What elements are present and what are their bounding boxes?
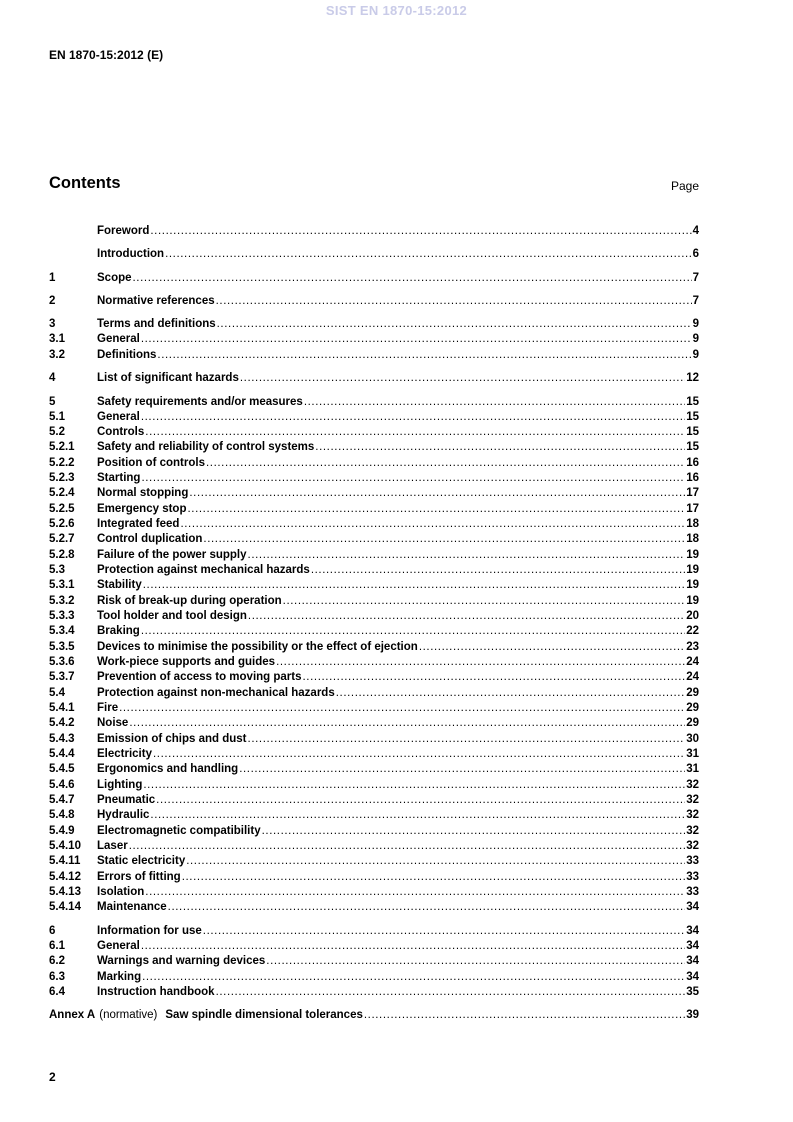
toc-entry[interactable] <box>49 939 699 953</box>
toc-entry-number: 5.2.4 <box>49 487 75 499</box>
toc-entry-number: 3.1 <box>49 333 65 345</box>
toc-entry[interactable] <box>49 395 699 409</box>
toc-entry-number: 6.3 <box>49 971 65 983</box>
toc-leader-dots <box>203 532 685 546</box>
toc-entry-title: Protection against non-mechanical hazards <box>97 687 335 699</box>
toc-entry-page: 17 <box>686 487 699 499</box>
toc-entry-title: Electricity <box>97 748 152 760</box>
toc-entry[interactable] <box>49 594 699 608</box>
toc-entry-page: 19 <box>686 595 699 607</box>
toc-entry[interactable] <box>49 640 699 654</box>
toc-leader-dots <box>189 486 685 500</box>
toc-entry-page: 31 <box>686 748 699 760</box>
toc-entry-page: 19 <box>686 549 699 561</box>
toc-entry-page: 34 <box>686 940 699 952</box>
toc-entry-number: 5.4.10 <box>49 840 81 852</box>
toc-entry-number: 5.2.5 <box>49 503 75 515</box>
toc-entry-page: 24 <box>686 671 699 683</box>
toc-leader-dots <box>303 670 686 684</box>
toc-leader-dots <box>180 517 685 531</box>
toc-entry-title: Hydraulic <box>97 809 150 821</box>
toc-entry[interactable] <box>49 548 699 562</box>
toc-entry[interactable] <box>49 517 699 531</box>
toc-entry-number: 5.3.3 <box>49 610 75 622</box>
toc-entry[interactable] <box>49 247 699 261</box>
toc-entry-title: Instruction handbook <box>97 986 215 998</box>
toc-entry-number: Annex A <box>49 1009 96 1021</box>
toc-entry-page: 16 <box>686 457 699 469</box>
toc-leader-dots <box>248 548 686 562</box>
toc-entry[interactable] <box>49 885 699 899</box>
toc-leader-dots <box>141 332 692 346</box>
toc-entry-number: 5.3.6 <box>49 656 75 668</box>
toc-annex-type: (normative) <box>99 1009 158 1021</box>
toc-entry-number: 5.2.6 <box>49 518 75 530</box>
toc-entry[interactable] <box>49 900 699 914</box>
toc-leader-dots <box>153 747 685 761</box>
toc-leader-dots <box>145 885 685 899</box>
toc-leader-dots <box>311 563 685 577</box>
toc-entry-page: 22 <box>686 625 699 637</box>
toc-entry-title: Work-piece supports and guides <box>97 656 276 668</box>
toc-entry-number: 5.4.6 <box>49 779 75 791</box>
toc-entry-title: Emission of chips and dust <box>97 733 247 745</box>
toc-entry[interactable] <box>49 747 699 761</box>
toc-entry-page: 33 <box>686 855 699 867</box>
toc-entry-page: 34 <box>686 925 699 937</box>
toc-leader-dots <box>364 1008 685 1022</box>
toc-entry-title: Isolation <box>97 886 145 898</box>
toc-entry[interactable] <box>49 532 699 546</box>
toc-entry-page: 32 <box>686 840 699 852</box>
toc-entry[interactable] <box>49 563 699 577</box>
toc-entry-number: 5.4.9 <box>49 825 75 837</box>
toc-entry-title: Devices to minimise the possibility or the effect of ejection <box>97 641 418 653</box>
toc-entry-title: Maintenance <box>97 901 167 913</box>
toc-leader-dots <box>141 410 685 424</box>
toc-leader-dots <box>248 732 686 746</box>
toc-entry-page: 32 <box>686 794 699 806</box>
toc-entry-number: 5.4.14 <box>49 901 81 913</box>
toc-entry-title: Pneumatic <box>97 794 156 806</box>
toc-entry[interactable] <box>49 839 699 853</box>
toc-leader-dots <box>143 578 685 592</box>
toc-entry[interactable] <box>49 701 699 715</box>
toc-leader-dots <box>266 954 685 968</box>
toc-entry-title: Introduction <box>97 248 165 260</box>
toc-leader-dots <box>248 609 685 623</box>
toc-entry-page: 33 <box>686 871 699 883</box>
toc-entry[interactable] <box>49 762 699 776</box>
toc-entry-number: 5.2.8 <box>49 549 75 561</box>
toc-entry-number: 5.2 <box>49 426 65 438</box>
watermark: SIST EN 1870-15:2012 <box>325 3 468 18</box>
toc-entry-page: 7 <box>692 295 699 307</box>
toc-leader-dots <box>216 985 686 999</box>
toc-leader-dots <box>150 224 691 238</box>
toc-entry[interactable] <box>49 410 699 424</box>
toc-entry-title: Stability <box>97 579 142 591</box>
toc-entry-number: 5.3.7 <box>49 671 75 683</box>
toc-entry-page: 15 <box>686 441 699 453</box>
toc-leader-dots <box>165 247 692 261</box>
toc-leader-dots <box>133 271 692 285</box>
toc-entry-number: 5.2.3 <box>49 472 75 484</box>
toc-entry-page: 32 <box>686 779 699 791</box>
toc-entry[interactable] <box>49 808 699 822</box>
contents-heading: Contents <box>49 174 121 192</box>
toc-entry-number: 5.1 <box>49 411 65 423</box>
toc-entry-number: 5.3.2 <box>49 595 75 607</box>
toc-entry[interactable] <box>49 371 699 385</box>
toc-entry-title: Saw spindle dimensional tolerances <box>165 1009 363 1021</box>
toc-entry-title: Emergency stop <box>97 503 187 515</box>
toc-entry-title: Errors of fitting <box>97 871 181 883</box>
toc-entry-number: 5.4.12 <box>49 871 81 883</box>
toc-entry-page: 29 <box>686 702 699 714</box>
toc-entry-page: 18 <box>686 518 699 530</box>
toc-entry[interactable] <box>49 732 699 746</box>
toc-entry[interactable] <box>49 870 699 884</box>
toc-leader-dots <box>142 970 685 984</box>
toc-leader-dots <box>182 870 686 884</box>
toc-entry-page: 20 <box>686 610 699 622</box>
toc-entry-number: 4 <box>49 372 56 384</box>
toc-entry-title: Position of controls <box>97 457 205 469</box>
toc-entry-page: 18 <box>686 533 699 545</box>
toc-entry-page: 19 <box>686 579 699 591</box>
toc-entry-number: 5.4.8 <box>49 809 75 821</box>
toc-entry-title: Static electricity <box>97 855 186 867</box>
toc-entry-number: 5.4.3 <box>49 733 75 745</box>
toc-leader-dots <box>119 701 685 715</box>
toc-entry-title: Laser <box>97 840 128 852</box>
toc-entry-page: 9 <box>692 318 699 330</box>
toc-entry-title: General <box>97 411 140 423</box>
toc-entry-page: 35 <box>686 986 699 998</box>
toc-leader-dots <box>240 371 685 385</box>
toc-entry-title: Control duplication <box>97 533 203 545</box>
toc-entry-number: 5.2.7 <box>49 533 75 545</box>
toc-entry-title: Lighting <box>97 779 143 791</box>
toc-leader-dots <box>239 762 685 776</box>
toc-leader-dots <box>216 294 692 308</box>
toc-leader-dots <box>129 716 685 730</box>
toc-leader-dots <box>304 395 685 409</box>
toc-entry-page: 33 <box>686 886 699 898</box>
toc-entry[interactable] <box>49 271 699 285</box>
toc-leader-dots <box>276 655 685 669</box>
toc-entry[interactable] <box>49 471 699 485</box>
toc-entry-number: 5.4.11 <box>49 855 81 867</box>
toc-entry-title: Normal stopping <box>97 487 189 499</box>
toc-entry-number: 5.4.4 <box>49 748 75 760</box>
toc-entry-number: 5.4.5 <box>49 763 75 775</box>
toc-entry[interactable] <box>49 670 699 684</box>
toc-entry[interactable] <box>49 970 699 984</box>
toc-leader-dots <box>157 348 691 362</box>
toc-entry-page: 17 <box>686 503 699 515</box>
toc-entry-title: Normative references <box>97 295 215 307</box>
toc-entry[interactable] <box>49 778 699 792</box>
toc-entry-page: 30 <box>686 733 699 745</box>
toc-entry-number: 3.2 <box>49 349 65 361</box>
toc-entry-number: 5.3 <box>49 564 65 576</box>
toc-entry-page: 9 <box>692 349 699 361</box>
toc-entry-title: Foreword <box>97 225 150 237</box>
toc-leader-dots <box>283 594 686 608</box>
toc-entry[interactable] <box>49 294 699 308</box>
toc-leader-dots <box>206 456 685 470</box>
toc-entry-title: Protection against mechanical hazards <box>97 564 310 576</box>
toc-entry-page: 16 <box>686 472 699 484</box>
toc-leader-dots <box>315 440 685 454</box>
toc-entry[interactable] <box>49 793 699 807</box>
toc-leader-dots <box>141 939 685 953</box>
toc-entry-number: 5.4 <box>49 687 65 699</box>
toc-entry-page: 34 <box>686 955 699 967</box>
toc-entry-title: Integrated feed <box>97 518 180 530</box>
toc-entry-number: 5.4.7 <box>49 794 75 806</box>
toc-entry-title: General <box>97 940 140 952</box>
toc-entry[interactable] <box>49 655 699 669</box>
toc-entry-title: Information for use <box>97 925 202 937</box>
toc-leader-dots <box>141 624 685 638</box>
toc-entry[interactable] <box>49 686 699 700</box>
toc-leader-dots <box>336 686 685 700</box>
toc-entry-title: List of significant hazards <box>97 372 239 384</box>
toc-entry-number: 5.2.2 <box>49 457 75 469</box>
toc-entry-title: Failure of the power supply <box>97 549 247 561</box>
toc-entry-title: Risk of break-up during operation <box>97 595 282 607</box>
toc-entry-number: 5 <box>49 396 56 408</box>
toc-entry-number: 6.1 <box>49 940 65 952</box>
toc-entry[interactable] <box>49 332 699 346</box>
toc-leader-dots <box>419 640 685 654</box>
toc-entry-number: 6.4 <box>49 986 65 998</box>
toc-entry-title: Fire <box>97 702 119 714</box>
toc-entry[interactable] <box>49 985 699 999</box>
toc-entry-page: 29 <box>686 687 699 699</box>
toc-entry-title: Noise <box>97 717 129 729</box>
document-id: EN 1870-15:2012 (E) <box>49 48 164 62</box>
toc-entry-page: 23 <box>686 641 699 653</box>
toc-entry-page: 24 <box>686 656 699 668</box>
toc-entry[interactable] <box>49 440 699 454</box>
toc-entry-title: Warnings and warning devices <box>97 955 266 967</box>
toc-entry-number: 5.2.1 <box>49 441 75 453</box>
toc-entry-number: 5.4.2 <box>49 717 75 729</box>
toc-entry[interactable] <box>49 924 699 938</box>
toc-entry-title: Definitions <box>97 349 157 361</box>
toc-entry[interactable] <box>49 954 699 968</box>
page-column-label: Page <box>670 179 699 193</box>
toc-leader-dots <box>262 824 686 838</box>
page-number: 2 <box>49 1070 56 1084</box>
toc-entry-page: 9 <box>692 333 699 345</box>
toc-entry-page: 32 <box>686 825 699 837</box>
toc-entry[interactable] <box>49 824 699 838</box>
toc-entry-page: 15 <box>686 411 699 423</box>
toc-entry[interactable] <box>49 348 699 362</box>
toc-entry-page: 32 <box>686 809 699 821</box>
toc-entry-page: 7 <box>692 272 699 284</box>
toc-entry-number: 5.3.5 <box>49 641 75 653</box>
toc-entry-number: 5.3.4 <box>49 625 75 637</box>
toc-entry[interactable] <box>49 502 699 516</box>
toc-entry-title: Safety and reliability of control systems <box>97 441 315 453</box>
toc-entry-title: Prevention of access to moving parts <box>97 671 302 683</box>
toc-entry-title: Braking <box>97 625 140 637</box>
toc-entry[interactable] <box>49 486 699 500</box>
toc-entry-title: Tool holder and tool design <box>97 610 247 622</box>
toc-entry[interactable] <box>49 716 699 730</box>
toc-entry[interactable] <box>49 578 699 592</box>
toc-entry-page: 15 <box>686 426 699 438</box>
toc-entry[interactable] <box>49 425 699 439</box>
toc-entry-page: 6 <box>692 248 699 260</box>
toc-entry[interactable] <box>49 224 699 238</box>
toc-entry-number: 5.4.13 <box>49 886 81 898</box>
toc-entry-number: 6 <box>49 925 56 937</box>
toc-entry-page: 34 <box>686 901 699 913</box>
toc-leader-dots <box>156 793 685 807</box>
toc-leader-dots <box>129 839 686 853</box>
toc-entry[interactable] <box>49 624 699 638</box>
toc-entry-title: Safety requirements and/or measures <box>97 396 303 408</box>
toc-entry-number: 5.3.1 <box>49 579 75 591</box>
toc-entry-title: General <box>97 333 140 345</box>
toc-entry-page: 39 <box>686 1009 699 1021</box>
toc-entry[interactable] <box>49 609 699 623</box>
toc-entry-page: 4 <box>692 225 699 237</box>
toc-leader-dots <box>187 502 685 516</box>
toc-entry-title: Ergonomics and handling <box>97 763 239 775</box>
toc-entry-number: 2 <box>49 295 56 307</box>
toc-leader-dots <box>145 425 685 439</box>
toc-entry-page: 19 <box>686 564 699 576</box>
toc-leader-dots <box>143 778 685 792</box>
toc-entry-title: Marking <box>97 971 142 983</box>
toc-leader-dots <box>217 317 692 331</box>
toc-entry-page: 34 <box>686 971 699 983</box>
toc-entry-title: Scope <box>97 272 132 284</box>
toc-entry-title: Electromagnetic compatibility <box>97 825 261 837</box>
toc-entry-number: 6.2 <box>49 955 65 967</box>
toc-leader-dots <box>168 900 686 914</box>
toc-entry-title: Controls <box>97 426 145 438</box>
toc-entry-page: 15 <box>686 396 699 408</box>
toc-entry-number: 1 <box>49 272 56 284</box>
toc-entry-page: 31 <box>686 763 699 775</box>
toc-entry[interactable] <box>49 1008 699 1022</box>
toc-leader-dots <box>203 924 685 938</box>
toc-entry[interactable] <box>49 317 699 331</box>
toc-leader-dots <box>141 471 685 485</box>
toc-entry-page: 29 <box>686 717 699 729</box>
toc-leader-dots <box>186 854 685 868</box>
toc-entry[interactable] <box>49 854 699 868</box>
toc-entry[interactable] <box>49 456 699 470</box>
toc-entry-title: Terms and definitions <box>97 318 216 330</box>
toc-entry-page: 12 <box>686 372 699 384</box>
toc-entry-title: Starting <box>97 472 141 484</box>
toc-leader-dots <box>150 808 685 822</box>
toc-entry-number: 3 <box>49 318 56 330</box>
toc-entry-number: 5.4.1 <box>49 702 75 714</box>
